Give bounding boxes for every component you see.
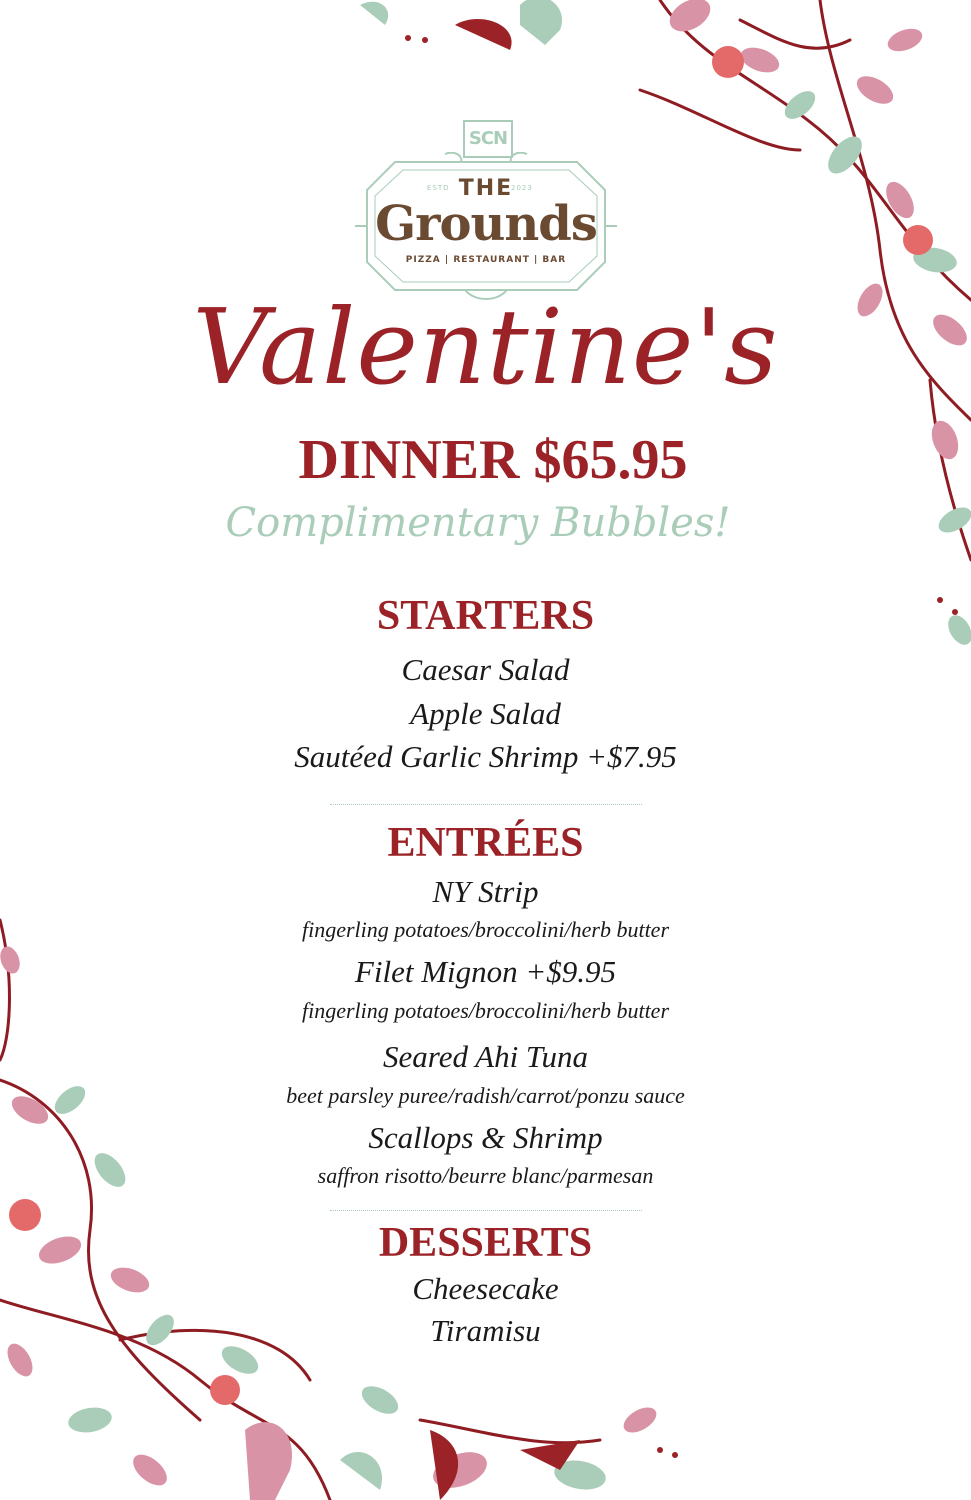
menu-item: Seared Ahi Tuna <box>383 1039 588 1074</box>
menu-item: Scallops & Shrimp <box>368 1120 603 1155</box>
menu-item-description: fingerling potatoes/broccolini/herb butter <box>301 998 670 1023</box>
logo-name: Grounds <box>375 196 597 252</box>
menu-item-description: fingerling potatoes/broccolini/herb butter <box>301 917 670 942</box>
entrees-heading: ENTRÉES <box>387 820 584 866</box>
desserts-heading: DESSERTS <box>378 1220 593 1266</box>
logo-monogram: SCN <box>463 120 513 158</box>
logo-established-label: ESTD <box>427 184 450 192</box>
logo-established-year: 2023 <box>511 184 533 192</box>
menu-item: Tiramisu <box>430 1313 541 1348</box>
restaurant-logo <box>355 118 617 308</box>
starters-heading: STARTERS <box>376 593 595 639</box>
complimentary-note: Complimentary Bubbles! <box>225 500 731 546</box>
menu-item-description: saffron risotto/beurre blanc/parmesan <box>317 1163 654 1188</box>
menu-item: Filet Mignon +$9.95 <box>354 954 617 989</box>
logo-the: THE <box>458 176 514 201</box>
dinner-price: DINNER $65.95 <box>298 429 688 491</box>
menu-item: Cheesecake <box>412 1271 559 1306</box>
menu-item-description: beet parsley puree/radish/carrot/ponzu sauce <box>286 1083 685 1108</box>
menu-item: NY Strip <box>432 874 539 909</box>
section-divider <box>330 1210 642 1211</box>
menu-item: Apple Salad <box>410 696 561 731</box>
menu-item: Sautéed Garlic Shrimp +$7.95 <box>294 739 677 774</box>
page-title: Valentine's <box>192 286 779 408</box>
menu-item: Caesar Salad <box>401 652 570 687</box>
section-divider <box>330 804 642 805</box>
logo-tagline: PIZZA | RESTAURANT | BAR <box>405 255 567 265</box>
